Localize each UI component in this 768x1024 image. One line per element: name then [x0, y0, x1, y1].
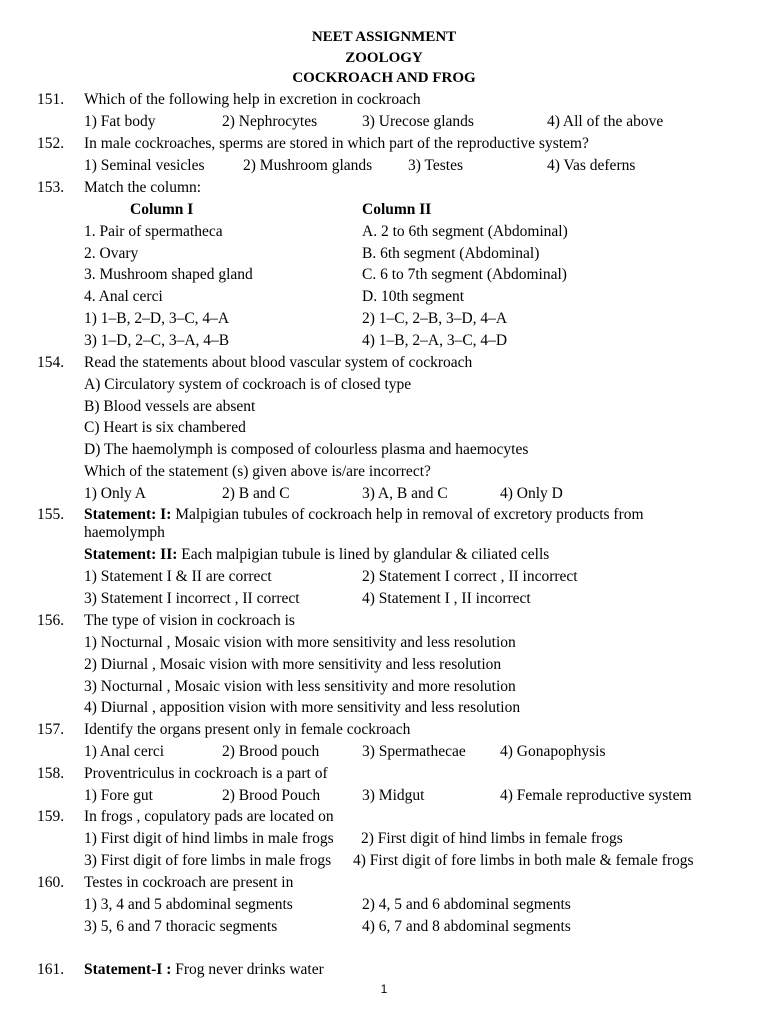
match-item: 4. Anal cerci: [84, 288, 163, 305]
option: 2) B and C: [222, 485, 290, 502]
match-item: D. 10th segment: [362, 288, 465, 305]
option: 3) 1–D, 2–C, 3–A, 4–B: [84, 332, 230, 349]
question-number: 157.: [37, 721, 65, 738]
question-text: Which of the following help in excretion in cockroach: [84, 91, 421, 108]
question-number: 151.: [37, 91, 65, 108]
match-item: C. 6 to 7th segment (Abdominal): [362, 266, 567, 283]
option: 2) Statement I correct , II incorrect: [362, 568, 578, 585]
option: 3) Spermathecae: [362, 743, 466, 760]
option: 1) Statement I & II are correct: [84, 568, 272, 585]
option: 4) First digit of fore limbs in both male & female frogs: [353, 852, 694, 869]
option: 1) Fat body: [84, 113, 156, 130]
statement: A) Circulatory system of cockroach is of closed type: [84, 376, 412, 393]
statement: B) Blood vessels are absent: [84, 398, 256, 415]
statement-two: [84, 545, 549, 565]
question-text: The type of vision in cockroach is: [84, 612, 295, 629]
option: 1) Fore gut: [84, 787, 153, 804]
option: 3) Urecose glands: [362, 113, 474, 130]
option: 2) Brood pouch: [222, 743, 320, 760]
option: 2) Brood Pouch: [222, 787, 321, 804]
option: 4) Gonapophysis: [500, 743, 606, 760]
question-text: Testes in cockroach are present in: [84, 874, 294, 891]
assignment-title: NEET ASSIGNMENT: [311, 29, 457, 45]
statement-continuation: haemolymph: [84, 524, 165, 541]
option: 3) First digit of fore limbs in male frogs: [84, 852, 332, 869]
match-item: 2. Ovary: [84, 245, 139, 262]
option: 1) Seminal vesicles: [84, 157, 205, 174]
option: 2) Diurnal , Mosaic vision with more sensitivity and less resolution: [84, 656, 502, 673]
option: 2) Nephrocytes: [222, 113, 318, 130]
option: 1) Only A: [84, 485, 146, 502]
question-text: Identify the organs present only in female cockroach: [84, 721, 411, 738]
question-text: In frogs , copulatory pads are located on: [84, 808, 334, 825]
option: 2) First digit of hind limbs in female frogs: [361, 830, 623, 847]
option: 4) Diurnal , apposition vision with more sensitivity and less resolution: [84, 699, 521, 716]
statement-text: Malpigian tubules of cockroach help in removal of excretory products from: [171, 506, 644, 523]
question-text: Proventriculus in cockroach is a part of: [84, 765, 328, 782]
question-text: In male cockroaches, sperms are stored in which part of the reproductive system?: [84, 135, 589, 152]
statement-text: Frog never drinks water: [171, 961, 324, 978]
question-number: 153.: [37, 179, 65, 196]
question-number: 159.: [37, 808, 65, 825]
question-number: 155.: [37, 506, 65, 523]
column-header: Column I: [130, 201, 194, 218]
chapter-title: COCKROACH AND FROG: [292, 70, 476, 86]
question-text: Match the column:: [84, 179, 202, 196]
statement-one: [84, 960, 324, 980]
statement-label: Statement-I :: [84, 961, 172, 978]
question-number: 156.: [37, 612, 65, 629]
statement-text: Each malpigian tubule is lined by glandular & ciliated cells: [177, 546, 550, 563]
match-item: 1. Pair of spermatheca: [84, 223, 223, 240]
match-item: 3. Mushroom shaped gland: [84, 266, 253, 283]
statement-one: [84, 505, 644, 525]
statement: C) Heart is six chambered: [84, 419, 246, 436]
option: 3) Testes: [408, 157, 464, 174]
option: 3) 5, 6 and 7 thoracic segments: [84, 918, 278, 935]
option: 1) Anal cerci: [84, 743, 165, 760]
option: 2) Mushroom glands: [243, 157, 373, 174]
question-number: 161.: [37, 961, 65, 978]
option: 4) Only D: [500, 485, 563, 502]
option: 4) 6, 7 and 8 abdominal segments: [362, 918, 571, 935]
option: 4) Statement I , II incorrect: [362, 590, 531, 607]
option: 4) Vas deferns: [547, 157, 636, 174]
question-prompt: Which of the statement (s) given above is/are incorrect?: [84, 463, 431, 480]
option: 2) 1–C, 2–B, 3–D, 4–A: [362, 310, 508, 327]
statement: D) The haemolymph is composed of colourless plasma and haemocytes: [84, 441, 529, 458]
option: 2) 4, 5 and 6 abdominal segments: [362, 896, 571, 913]
option: 4) Female reproductive system: [500, 787, 692, 804]
match-item: B. 6th segment (Abdominal): [362, 245, 540, 262]
question-number: 152.: [37, 135, 65, 152]
question-number: 154.: [37, 354, 65, 371]
question-text: Read the statements about blood vascular system of cockroach: [84, 354, 473, 371]
option: 1) 3, 4 and 5 abdominal segments: [84, 896, 293, 913]
statement-label: Statement: I:: [84, 506, 172, 523]
subject-title: ZOOLOGY: [345, 50, 423, 66]
option: 3) Nocturnal , Mosaic vision with less sensitivity and more resolution: [84, 678, 516, 695]
option: 3) Statement I incorrect , II correct: [84, 590, 300, 607]
option: 4) All of the above: [547, 113, 664, 130]
option: 4) 1–B, 2–A, 3–C, 4–D: [362, 332, 508, 349]
option: 1) Nocturnal , Mosaic vision with more sensitivity and less resolution: [84, 634, 516, 651]
column-header: Column II: [362, 201, 432, 218]
option: 3) A, B and C: [362, 485, 448, 502]
option: 3) Midgut: [362, 787, 425, 804]
question-number: 158.: [37, 765, 65, 782]
option: 1) First digit of hind limbs in male frogs: [84, 830, 334, 847]
match-item: A. 2 to 6th segment (Abdominal): [362, 223, 568, 240]
statement-label: Statement: II:: [84, 546, 178, 563]
option: 1) 1–B, 2–D, 3–C, 4–A: [84, 310, 230, 327]
page-number: 1: [380, 982, 388, 996]
question-number: 160.: [37, 874, 65, 891]
